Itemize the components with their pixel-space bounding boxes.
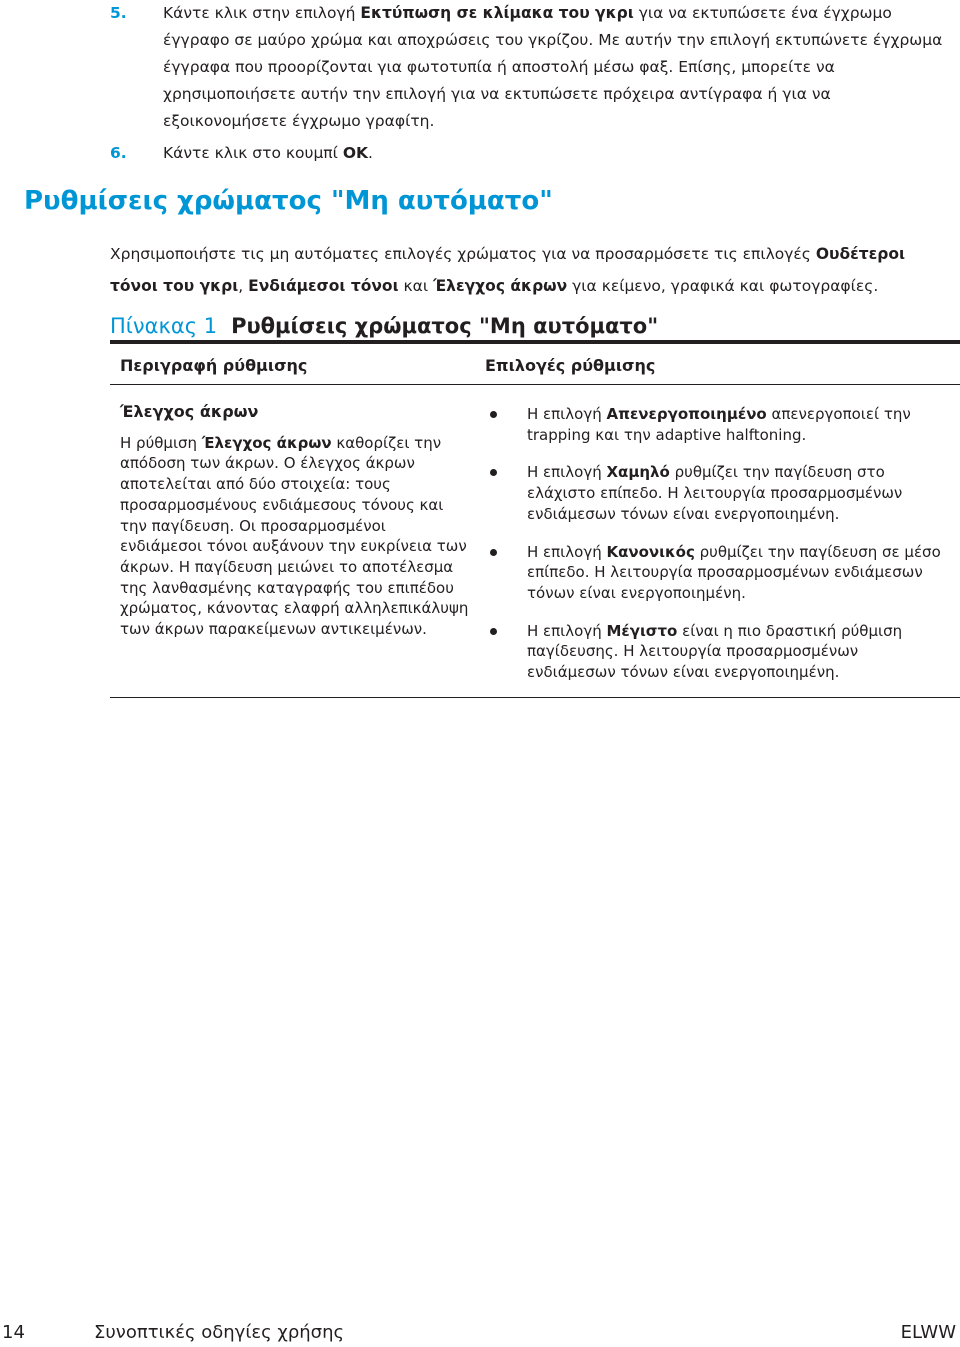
option-text: ρυθμίζει την παγίδευση στο ελάχιστο επίπεδο. Η λειτουργία προσαρμοσμένων ενδιάμεσων τόνων είναι ενεργοποιημένη. bbox=[527, 463, 903, 523]
step-text bbox=[163, 0, 943, 135]
intro-paragraph bbox=[110, 238, 950, 302]
bullet-icon bbox=[490, 628, 497, 635]
setting-description bbox=[120, 433, 472, 640]
step-text-suffix: . bbox=[368, 144, 373, 162]
table-header-rule bbox=[110, 384, 960, 385]
setting-title: Έλεγχος άκρων bbox=[120, 402, 259, 421]
option-list-item bbox=[490, 462, 950, 524]
table-caption-title: Ρυθμίσεις χρώματος "Μη αυτόματο" bbox=[231, 314, 659, 338]
option-list-item bbox=[490, 621, 950, 683]
option-name: Απενεργοποιημένο bbox=[606, 405, 767, 423]
setting-description-text: Η ρύθμιση bbox=[120, 433, 202, 452]
table-cell-options bbox=[490, 404, 950, 700]
bullet-icon bbox=[490, 469, 497, 476]
footer-code: ELWW bbox=[900, 1322, 956, 1343]
step-text bbox=[163, 140, 943, 167]
option-text: Η επιλογή bbox=[527, 621, 607, 640]
option-text: είναι η πιο δραστική ρύθμιση παγίδευσης. Η λειτουργία προσαρμοσμένων ενδιάμεσων τόνων είναι ενεργοποιημένη. bbox=[527, 621, 903, 682]
option-text: απενεργοποιεί την trapping και την adaptive halftoning. bbox=[527, 405, 911, 444]
setting-description-term: Έλεγχος άκρων bbox=[201, 433, 332, 452]
section-heading: Ρυθμίσεις χρώματος "Μη αυτόματο" bbox=[24, 186, 553, 216]
step-option-name: Εκτύπωση σε κλίμακα του γκρι bbox=[360, 4, 634, 22]
intro-text: Χρησιμοποιήστε τις μη αυτόματες επιλογές χρώματος για να προσαρμόσετε τις επιλογές bbox=[110, 245, 816, 263]
step-number: 5. bbox=[110, 4, 127, 22]
option-text: ρυθμίζει την παγίδευση σε μέσο επίπεδο. Η λειτουργία προσαρμοσμένων ενδιάμεσων τόνων είναι ενεργοποιημένη. bbox=[527, 542, 941, 602]
intro-term: Ενδιάμεσοι τόνοι bbox=[248, 277, 399, 295]
footer-title: Συνοπτικές οδηγίες χρήσης bbox=[94, 1322, 345, 1343]
option-name: Χαμηλό bbox=[606, 463, 670, 482]
option-text: Η επιλογή bbox=[527, 405, 607, 423]
option-list-item bbox=[490, 542, 950, 604]
step-text-prefix: Κάντε κλικ στην επιλογή bbox=[163, 4, 361, 22]
option-text: Η επιλογή bbox=[527, 463, 607, 482]
footer-page-number: 14 bbox=[2, 1322, 25, 1343]
intro-term: Ουδέτεροι τόνοι του γκρι bbox=[110, 245, 906, 295]
intro-text: και bbox=[398, 277, 434, 295]
option-list-item bbox=[490, 404, 950, 445]
table-column-header-options: Επιλογές ρύθμισης bbox=[485, 356, 656, 375]
step-number: 6. bbox=[110, 144, 127, 162]
table-caption-label: Πίνακας 1 bbox=[110, 314, 218, 338]
step-button-name: OK bbox=[342, 144, 368, 162]
table-bottom-rule bbox=[110, 697, 960, 698]
setting-description-text: καθορίζει την απόδοση των άκρων. Ο έλεγχος άκρων αποτελείται από δύο στοιχεία: τους προσαρμοσμένους ενδιάμεσους τόνους και την παγίδευση. Οι προσαρμοσμένοι ενδιάμεσοι τόνοι αυξάνουν την ευκρίνεια των άκρων. Η παγίδευση μειώνει το αποτέλεσμα της λανθασμένης καταγραφής του επιπέδου χρώματος, κάνοντας ελαφρή αλληλεπικάλυψη των άκρων παρακείμενων αντικειμένων. bbox=[120, 433, 469, 639]
bullet-icon bbox=[490, 549, 497, 556]
table-caption bbox=[110, 314, 658, 342]
step-text-suffix: για να εκτυπώσετε ένα έγχρωμο έγγραφο σε μαύρο χρώμα και αποχρώσεις του γκρίζου. Με αυτήν την επιλογή εκτυπώνετε έγχρωμα έγγραφα που προορίζονται για φωτοτυπία ή αποστολή μέσω φαξ. Επίσης, μπορείτε να χρησιμοποιήσετε αυτήν την επιλογή για να εκτυπώσετε πρόχειρα αντίγραφα ή για να εξοικονομήσετε έγχρωμο γραφίτη. bbox=[163, 4, 943, 130]
intro-text: για κείμενο, γραφικά και φωτογραφίες. bbox=[567, 277, 879, 295]
intro-text: , bbox=[238, 277, 249, 295]
step-text-prefix: Κάντε κλικ στο κουμπί bbox=[163, 144, 343, 162]
table-cell-description bbox=[120, 402, 472, 640]
table-top-rule bbox=[110, 340, 960, 344]
intro-term: Έλεγχος άκρων bbox=[433, 277, 568, 295]
bullet-icon bbox=[490, 411, 497, 418]
option-text: Η επιλογή bbox=[527, 542, 607, 561]
option-name: Μέγιστο bbox=[606, 621, 678, 640]
option-name: Κανονικός bbox=[606, 542, 695, 561]
table-column-header-description: Περιγραφή ρύθμισης bbox=[120, 356, 308, 375]
